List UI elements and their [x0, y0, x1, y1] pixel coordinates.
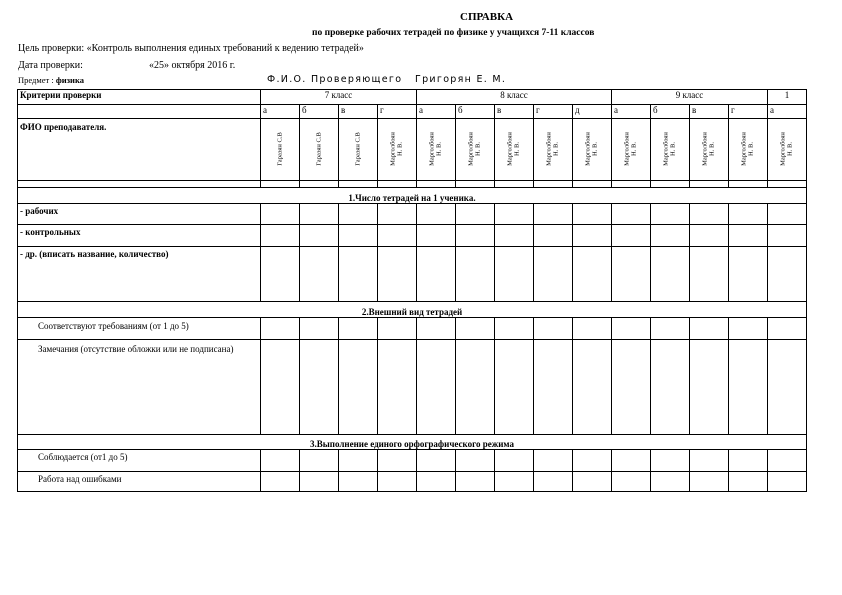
class-letter: а [612, 105, 651, 119]
teacher-name-cell [495, 119, 534, 181]
teacher-name-wrap [378, 119, 416, 179]
teacher-name: Марголбоян Н. В. [467, 132, 482, 166]
teacher-name: Марголбоян Н. В. [740, 132, 755, 166]
teacher-name-cell [534, 119, 573, 181]
class-letter: г [729, 105, 768, 119]
score-cell[interactable] [612, 247, 651, 302]
score-cell[interactable] [612, 472, 651, 492]
score-cell[interactable] [573, 450, 612, 472]
teacher-name: Марголбоян Н. В. [779, 132, 794, 166]
class-letter: в [690, 105, 729, 119]
score-cell[interactable] [261, 340, 300, 435]
score-cell[interactable] [534, 225, 573, 247]
score-cell[interactable] [690, 340, 729, 435]
score-cell[interactable] [690, 225, 729, 247]
score-cell[interactable] [690, 247, 729, 302]
score-cell[interactable] [573, 247, 612, 302]
criteria-label: Соответствуют требованиям (от 1 до 5) [18, 318, 261, 340]
spacer-cell [690, 181, 729, 188]
class-letter: в [495, 105, 534, 119]
teacher-name: Марголбоян Н. В. [662, 132, 677, 166]
subject-value: физика [55, 75, 84, 85]
score-cell[interactable] [612, 340, 651, 435]
teacher-name-cell [729, 119, 768, 181]
inspector-label: Ф.И.О. Проверяющего [267, 74, 403, 85]
criteria-row [18, 247, 807, 302]
teacher-name-cell [690, 119, 729, 181]
criteria-row [18, 472, 807, 492]
teacher-name: Марголбоян Н. В. [389, 132, 404, 166]
score-cell[interactable] [417, 318, 456, 340]
score-cell[interactable] [573, 340, 612, 435]
teacher-name: Гаразян С.В [276, 132, 284, 166]
class-header: 1 [768, 90, 807, 105]
teacher-name-wrap [495, 119, 533, 179]
score-cell[interactable] [378, 450, 417, 472]
score-cell[interactable] [300, 204, 339, 225]
spacer-row [18, 181, 807, 188]
class-header-row [18, 90, 807, 105]
score-cell[interactable] [339, 472, 378, 492]
score-cell[interactable] [300, 318, 339, 340]
class-letter: г [534, 105, 573, 119]
score-cell[interactable] [495, 204, 534, 225]
score-cell[interactable] [612, 204, 651, 225]
score-cell[interactable] [651, 340, 690, 435]
teacher-name: Марголбоян Н. В. [428, 132, 443, 166]
criteria-label: - контрольных [18, 225, 261, 247]
score-cell[interactable] [417, 340, 456, 435]
score-cell[interactable] [300, 450, 339, 472]
score-cell[interactable] [261, 450, 300, 472]
score-cell[interactable] [378, 472, 417, 492]
teacher-name-wrap [534, 119, 572, 179]
score-cell[interactable] [495, 247, 534, 302]
date-label: Дата проверки: [18, 60, 83, 71]
spacer-cell [729, 181, 768, 188]
score-cell[interactable] [300, 340, 339, 435]
score-cell[interactable] [729, 472, 768, 492]
score-cell[interactable] [768, 450, 807, 472]
criteria-row [18, 340, 807, 435]
class-header: 7 класс [261, 90, 417, 105]
spacer-cell [18, 181, 261, 188]
score-cell[interactable] [573, 318, 612, 340]
teacher-name-cell [573, 119, 612, 181]
document-subtitle: по проверке рабочих тетрадей по физике у учащихся 7-11 классов [312, 28, 595, 38]
teacher-name-wrap [261, 119, 299, 179]
class-letter: а [261, 105, 300, 119]
teacher-name-cell [456, 119, 495, 181]
score-cell[interactable] [768, 318, 807, 340]
score-cell[interactable] [768, 204, 807, 225]
teacher-name: Марголбоян Н. В. [623, 132, 638, 166]
teacher-header: ФИО преподавателя. [18, 119, 261, 181]
score-cell[interactable] [690, 472, 729, 492]
score-cell[interactable] [612, 318, 651, 340]
criteria-label: Замечания (отсутствие обложки или не подписана) [18, 340, 261, 435]
teacher-name-wrap [339, 119, 377, 179]
score-cell[interactable] [456, 472, 495, 492]
score-cell[interactable] [573, 204, 612, 225]
spacer-cell [612, 181, 651, 188]
score-cell[interactable] [378, 318, 417, 340]
score-cell[interactable] [729, 340, 768, 435]
teacher-name-wrap [612, 119, 650, 179]
score-cell[interactable] [651, 472, 690, 492]
teacher-name-wrap [768, 119, 806, 179]
class-letter: б [456, 105, 495, 119]
score-cell[interactable] [378, 225, 417, 247]
teacher-name-cell [612, 119, 651, 181]
teacher-name: Гаразян С.В [315, 132, 323, 166]
section-row [18, 302, 807, 318]
score-cell[interactable] [495, 318, 534, 340]
score-cell[interactable] [534, 204, 573, 225]
score-cell[interactable] [339, 247, 378, 302]
score-cell[interactable] [612, 450, 651, 472]
teacher-name-cell [378, 119, 417, 181]
class-letter: д [573, 105, 612, 119]
spacer-cell [456, 181, 495, 188]
score-cell[interactable] [690, 204, 729, 225]
score-cell[interactable] [300, 472, 339, 492]
spacer-cell [339, 181, 378, 188]
section-title: 3.Выполнение единого орфографического режима [18, 435, 807, 450]
inspector-name: Григорян Е. М. [415, 74, 507, 85]
teacher-name-cell [339, 119, 378, 181]
score-cell[interactable] [768, 247, 807, 302]
score-cell[interactable] [300, 225, 339, 247]
criteria-row [18, 450, 807, 472]
teacher-name: Марголбоян Н. В. [545, 132, 560, 166]
teacher-name-wrap [456, 119, 494, 179]
date-value: «25» октября 2016 г. [149, 60, 236, 71]
score-cell[interactable] [456, 204, 495, 225]
score-cell[interactable] [456, 340, 495, 435]
teacher-name-cell [417, 119, 456, 181]
teacher-name: Марголбоян Н. В. [506, 132, 521, 166]
section-title: 1.Число тетрадей на 1 ученика. [18, 188, 807, 204]
score-cell[interactable] [339, 340, 378, 435]
teacher-name-cell [651, 119, 690, 181]
score-cell[interactable] [534, 450, 573, 472]
score-cell[interactable] [417, 225, 456, 247]
section-row [18, 435, 807, 450]
score-cell[interactable] [300, 247, 339, 302]
score-cell[interactable] [417, 450, 456, 472]
teacher-name-cell [261, 119, 300, 181]
spacer-cell [534, 181, 573, 188]
score-cell[interactable] [768, 225, 807, 247]
teacher-name-wrap [417, 119, 455, 179]
criteria-row [18, 225, 807, 247]
score-cell[interactable] [495, 450, 534, 472]
score-cell[interactable] [378, 247, 417, 302]
spacer-cell [495, 181, 534, 188]
inspection-goal: Цель проверки: «Контроль выполнения единых требований к ведению тетрадей» [18, 43, 364, 54]
score-cell[interactable] [729, 225, 768, 247]
score-cell[interactable] [261, 318, 300, 340]
teacher-name: Марголбоян Н. В. [701, 132, 716, 166]
score-cell[interactable] [651, 247, 690, 302]
spacer-cell [417, 181, 456, 188]
score-cell[interactable] [651, 318, 690, 340]
criteria-label: - др. (вписать название, количество) [18, 247, 261, 302]
class-letter: г [378, 105, 417, 119]
teacher-name-wrap [651, 119, 689, 179]
criteria-row [18, 204, 807, 225]
section-row [18, 188, 807, 204]
score-cell[interactable] [417, 472, 456, 492]
section-title: 2.Внешний вид тетрадей [18, 302, 807, 318]
score-cell[interactable] [339, 450, 378, 472]
score-cell[interactable] [534, 318, 573, 340]
score-cell[interactable] [768, 472, 807, 492]
score-cell[interactable] [729, 247, 768, 302]
score-cell[interactable] [339, 318, 378, 340]
class-header: 8 класс [417, 90, 612, 105]
class-letter: а [417, 105, 456, 119]
class-header: 9 класс [612, 90, 768, 105]
score-cell[interactable] [261, 472, 300, 492]
score-cell[interactable] [261, 247, 300, 302]
score-cell[interactable] [495, 472, 534, 492]
teacher-name-wrap [300, 119, 338, 179]
teacher-name-wrap [690, 119, 728, 179]
spacer-cell [573, 181, 612, 188]
score-cell[interactable] [456, 247, 495, 302]
teacher-name: Марголбоян Н. В. [584, 132, 599, 166]
score-cell[interactable] [729, 204, 768, 225]
score-cell[interactable] [495, 340, 534, 435]
inspection-table [17, 89, 807, 492]
score-cell[interactable] [573, 472, 612, 492]
score-cell[interactable] [729, 318, 768, 340]
score-cell[interactable] [378, 204, 417, 225]
score-cell[interactable] [729, 450, 768, 472]
spacer-cell [651, 181, 690, 188]
spacer-cell [378, 181, 417, 188]
document-title: СПРАВКА [460, 11, 514, 23]
score-cell[interactable] [573, 225, 612, 247]
score-cell[interactable] [456, 225, 495, 247]
teacher-row [18, 119, 807, 181]
letter-row-spacer [18, 105, 261, 119]
score-cell[interactable] [417, 204, 456, 225]
teacher-name-wrap [729, 119, 767, 179]
score-cell[interactable] [651, 450, 690, 472]
score-cell[interactable] [768, 340, 807, 435]
score-cell[interactable] [417, 247, 456, 302]
score-cell[interactable] [378, 340, 417, 435]
teacher-name-cell [768, 119, 807, 181]
score-cell[interactable] [534, 340, 573, 435]
score-cell[interactable] [651, 225, 690, 247]
score-cell[interactable] [495, 225, 534, 247]
score-cell[interactable] [261, 225, 300, 247]
score-cell[interactable] [456, 318, 495, 340]
subject-label: Предмет : [18, 75, 54, 85]
spacer-cell [300, 181, 339, 188]
score-cell[interactable] [456, 450, 495, 472]
criteria-header: Критерии проверки [18, 90, 261, 105]
class-letter: б [300, 105, 339, 119]
score-cell[interactable] [261, 204, 300, 225]
score-cell[interactable] [612, 225, 651, 247]
class-letter: а [768, 105, 807, 119]
spacer-cell [261, 181, 300, 188]
score-cell[interactable] [534, 472, 573, 492]
score-cell[interactable] [690, 450, 729, 472]
class-letter: в [339, 105, 378, 119]
criteria-label: Соблюдается (от1 до 5) [18, 450, 261, 472]
score-cell[interactable] [339, 204, 378, 225]
teacher-name-wrap [573, 119, 611, 179]
score-cell[interactable] [651, 204, 690, 225]
spacer-cell [768, 181, 807, 188]
criteria-label: Работа над ошибками [18, 472, 261, 492]
teacher-name-cell [300, 119, 339, 181]
class-letter: б [651, 105, 690, 119]
criteria-row [18, 318, 807, 340]
subject-line [18, 76, 84, 85]
score-cell[interactable] [339, 225, 378, 247]
score-cell[interactable] [690, 318, 729, 340]
score-cell[interactable] [534, 247, 573, 302]
teacher-name: Гаразян С.В [354, 132, 362, 166]
letter-row [18, 105, 807, 119]
criteria-label: - рабочих [18, 204, 261, 225]
